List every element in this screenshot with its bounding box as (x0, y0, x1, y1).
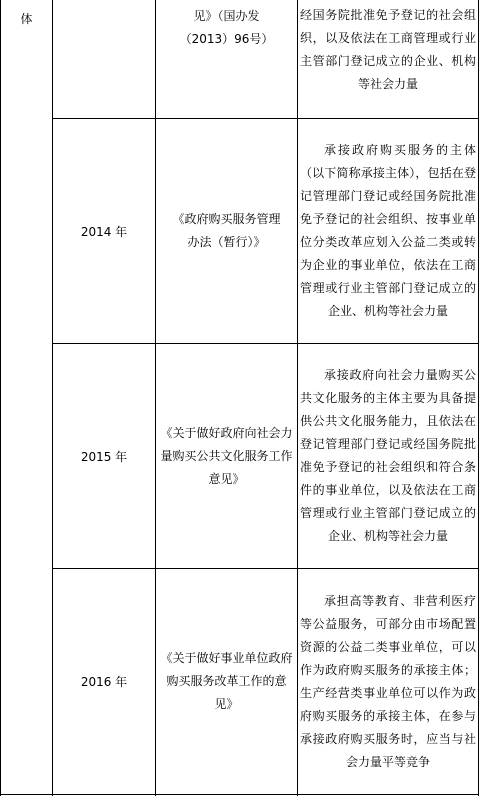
description-cell (298, 344, 478, 568)
description-cell (298, 569, 478, 794)
side-label: 体 (20, 12, 33, 26)
doc-title: 《关于做好事业单位政府购买服务改革工作的意见》 (160, 651, 293, 711)
side-label-cell (1, 8, 52, 32)
description-text: 经国务院批准免予登记的社会组织，以及依法在工商管理或行业主管部门登记成立的企业、机构等社会力量 (300, 8, 476, 91)
doc-title-cell (156, 344, 297, 568)
year-cell (53, 569, 155, 794)
year-cell (53, 119, 155, 343)
year-text: 2016 年 (80, 675, 128, 689)
doc-title-cell (156, 5, 297, 65)
year-cell (53, 344, 155, 568)
description-text: 承担高等教育、非营利医疗等公益服务，可部分由市场配置资源的公益二类事业单位，可以作为政府购买服务的承接主体；生产经营类事业单位可以作为政府购买服务的承接主体，在参与承接政府购买服务时，应当与社会力量平等竞争 (300, 593, 476, 769)
description-cell (298, 119, 478, 343)
year-cell (53, 0, 155, 118)
doc-title-cell (156, 569, 297, 794)
table-border-bottom (0, 794, 479, 795)
table-border-right (478, 0, 479, 796)
table-border-left (0, 0, 1, 796)
description-cell (298, 4, 478, 118)
doc-title: 见》（国办发（2013）96号） (179, 9, 274, 46)
description-text: 承接政府购买服务的主体（以下简称承接主体），包括在登记管理部门登记或经国务院批准免予登记的社会组织、按事业单位分类改革应划入公益二类或转为企业的事业单位，依法在工商管理或行业主管部门登记成立的企业、机构等社会力量 (300, 143, 476, 318)
doc-title: 《政府购买服务管理办法（暂行）》 (172, 212, 281, 249)
year-text: 2014 年 (80, 224, 128, 239)
doc-title: 《关于做好政府向社会力量购买公共文化服务工作意见》 (160, 425, 293, 486)
description-text: 承接政府向社会力量购买公共文化服务的主体主要为具备提供公共文化服务能力，且依法在登记管理部门登记或经国务院批准免予登记的社会组织和符合条件的事业单位，以及依法在工商管理或行业主管部门登记成立的企业、机构等社会力量 (300, 368, 476, 543)
year-text: 2015 年 (80, 449, 128, 464)
doc-title-cell (156, 119, 297, 343)
